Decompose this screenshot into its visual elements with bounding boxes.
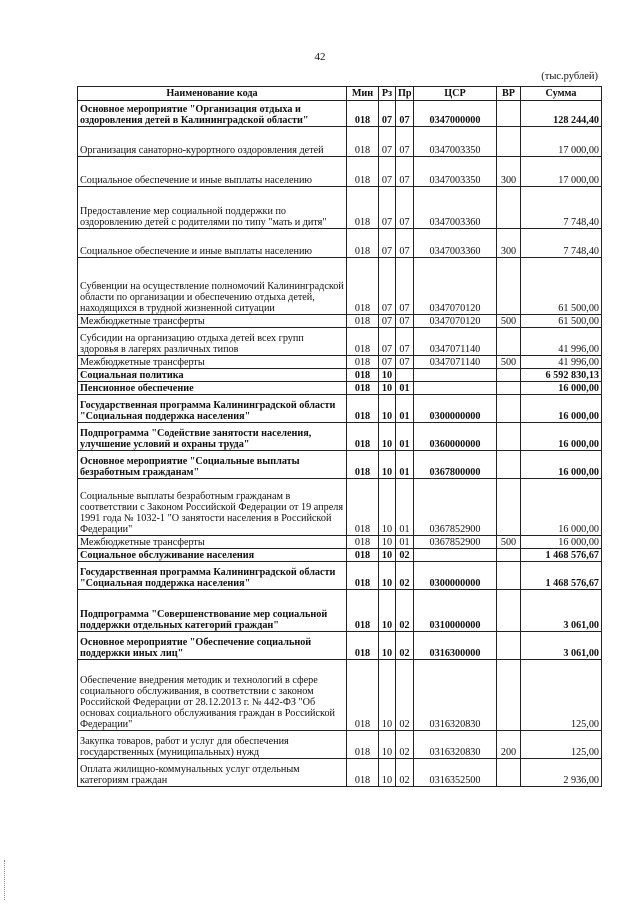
cell-vr <box>497 660 521 731</box>
table-row <box>78 187 602 229</box>
cell-rz: 07 <box>379 328 396 356</box>
cell-sum: 17 000,00 <box>521 157 602 187</box>
cell-name: Государственная программа Калининградской области "Социальная поддержка населения" <box>78 562 347 590</box>
cell-vr <box>497 590 521 632</box>
cell-sum: 41 996,00 <box>521 356 602 369</box>
cell-sum: 2 936,00 <box>521 759 602 787</box>
cell-sum: 16 000,00 <box>521 536 602 549</box>
page-number: 42 <box>314 51 326 63</box>
cell-rz: 10 <box>379 549 396 562</box>
cell-csr: 0347003360 <box>414 187 497 229</box>
cell-name: Подпрограмма "Содействие занятости населения, улучшение условий и охраны труда" <box>78 423 347 451</box>
cell-name: Социальные выплаты безработным гражданам в соответствии с Законом Российской Федерации от 19 апреля 1991 года № 1032-1 "О занятости населения в Российской Федерации" <box>78 479 347 536</box>
cell-name: Субвенции на осуществление полномочий Калининградской области по организации и обеспечению отдыха детей, находящихся в трудной жизненной ситуации <box>78 258 347 315</box>
table-row <box>78 731 602 759</box>
cell-name: Межбюджетные трансферты <box>78 536 347 549</box>
cell-vr <box>497 562 521 590</box>
cell-min: 018 <box>347 369 379 382</box>
cell-pr: 02 <box>396 562 414 590</box>
table-row <box>78 356 602 369</box>
table-row <box>78 328 602 356</box>
cell-pr: 07 <box>396 157 414 187</box>
cell-rz: 07 <box>379 315 396 328</box>
cell-name: Основное мероприятие "Организация отдыха и оздоровления детей в Калининградской области" <box>78 101 347 127</box>
cell-name: Государственная программа Калининградской области "Социальная поддержка населения" <box>78 395 347 423</box>
cell-pr: 01 <box>396 451 414 479</box>
cell-name: Предоставление мер социальной поддержки по оздоровлению детей с родителями по типу "мать и дитя" <box>78 187 347 229</box>
cell-csr: 0360000000 <box>414 423 497 451</box>
units-label: (тыс.рублей) <box>541 71 598 82</box>
cell-csr <box>414 549 497 562</box>
cell-rz: 10 <box>379 632 396 660</box>
cell-sum: 16 000,00 <box>521 382 602 395</box>
cell-csr: 0347071140 <box>414 328 497 356</box>
table-row <box>78 229 602 258</box>
cell-name: Основное мероприятие "Социальные выплаты безработным гражданам" <box>78 451 347 479</box>
cell-min: 018 <box>347 258 379 315</box>
cell-name: Оплата жилищно-коммунальных услуг отдельным категориям граждан <box>78 759 347 787</box>
cell-min: 018 <box>347 157 379 187</box>
cell-pr: 02 <box>396 660 414 731</box>
cell-csr: 0300000000 <box>414 562 497 590</box>
header-sum: Сумма <box>521 87 602 101</box>
cell-sum: 1 468 576,67 <box>521 549 602 562</box>
cell-min: 018 <box>347 759 379 787</box>
cell-rz: 07 <box>379 127 396 157</box>
cell-name: Организация санаторно-курортного оздоровления детей <box>78 127 347 157</box>
cell-rz: 10 <box>379 382 396 395</box>
cell-vr <box>497 382 521 395</box>
header-pr: Пр <box>396 87 414 101</box>
cell-name: Социальное обеспечение и иные выплаты населению <box>78 229 347 258</box>
header-min: Мин <box>347 87 379 101</box>
cell-pr: 02 <box>396 590 414 632</box>
cell-rz: 10 <box>379 562 396 590</box>
header-csr: ЦСР <box>414 87 497 101</box>
budget-table <box>77 86 602 787</box>
cell-csr: 0347071140 <box>414 356 497 369</box>
cell-name: Межбюджетные трансферты <box>78 315 347 328</box>
cell-csr: 0367800000 <box>414 451 497 479</box>
cell-rz: 10 <box>379 731 396 759</box>
cell-min: 018 <box>347 660 379 731</box>
cell-min: 018 <box>347 590 379 632</box>
cell-sum: 41 996,00 <box>521 328 602 356</box>
cell-pr <box>396 369 414 382</box>
cell-rz: 10 <box>379 395 396 423</box>
cell-vr: 300 <box>497 157 521 187</box>
cell-min: 018 <box>347 356 379 369</box>
cell-vr <box>497 395 521 423</box>
header-rz: Рз <box>379 87 396 101</box>
cell-sum: 3 061,00 <box>521 590 602 632</box>
cell-csr: 0310000000 <box>414 590 497 632</box>
cell-name: Межбюджетные трансферты <box>78 356 347 369</box>
cell-pr: 01 <box>396 536 414 549</box>
cell-vr: 500 <box>497 315 521 328</box>
cell-vr <box>497 423 521 451</box>
table-row <box>78 632 602 660</box>
cell-rz: 07 <box>379 356 396 369</box>
cell-csr: 0347003350 <box>414 127 497 157</box>
cell-vr: 500 <box>497 536 521 549</box>
cell-vr <box>497 479 521 536</box>
cell-pr: 02 <box>396 632 414 660</box>
cell-sum: 61 500,00 <box>521 315 602 328</box>
cell-min: 018 <box>347 395 379 423</box>
table-row <box>78 536 602 549</box>
cell-pr: 01 <box>396 423 414 451</box>
cell-name: Подпрограмма "Совершенствование мер социальной поддержки отдельных категорий граждан" <box>78 590 347 632</box>
table-row <box>78 660 602 731</box>
cell-pr: 07 <box>396 127 414 157</box>
table-row <box>78 157 602 187</box>
cell-sum: 1 468 576,67 <box>521 562 602 590</box>
cell-rz: 07 <box>379 157 396 187</box>
cell-pr: 07 <box>396 101 414 127</box>
cell-sum: 7 748,40 <box>521 229 602 258</box>
cell-min: 018 <box>347 536 379 549</box>
cell-sum: 16 000,00 <box>521 479 602 536</box>
table-row <box>78 423 602 451</box>
cell-csr: 0316352500 <box>414 759 497 787</box>
cell-csr <box>414 369 497 382</box>
cell-sum: 16 000,00 <box>521 423 602 451</box>
cell-vr <box>497 369 521 382</box>
cell-sum: 6 592 830,13 <box>521 369 602 382</box>
cell-name: Социальное обслуживание населения <box>78 549 347 562</box>
cell-pr: 01 <box>396 382 414 395</box>
cell-pr: 07 <box>396 315 414 328</box>
cell-rz: 10 <box>379 451 396 479</box>
cell-sum: 125,00 <box>521 660 602 731</box>
cell-rz: 07 <box>379 187 396 229</box>
cell-vr <box>497 549 521 562</box>
cell-min: 018 <box>347 229 379 258</box>
cell-min: 018 <box>347 382 379 395</box>
cell-min: 018 <box>347 101 379 127</box>
cell-rz: 10 <box>379 759 396 787</box>
cell-sum: 17 000,00 <box>521 127 602 157</box>
cell-vr <box>497 258 521 315</box>
cell-csr: 0347000000 <box>414 101 497 127</box>
cell-vr <box>497 127 521 157</box>
cell-csr: 0347070120 <box>414 315 497 328</box>
cell-min: 018 <box>347 549 379 562</box>
cell-vr <box>497 187 521 229</box>
cell-rz: 10 <box>379 660 396 731</box>
cell-rz: 10 <box>379 479 396 536</box>
table-row <box>78 395 602 423</box>
cell-vr <box>497 451 521 479</box>
table-row <box>78 127 602 157</box>
cell-vr: 300 <box>497 229 521 258</box>
cell-csr <box>414 382 497 395</box>
cell-csr: 0347003350 <box>414 157 497 187</box>
cell-vr: 200 <box>497 731 521 759</box>
cell-name: Субсидии на организацию отдыха детей всех групп здоровья в лагерях различных типов <box>78 328 347 356</box>
cell-pr: 07 <box>396 258 414 315</box>
cell-vr <box>497 328 521 356</box>
table-row <box>78 101 602 127</box>
cell-name: Социальное обеспечение и иные выплаты населению <box>78 157 347 187</box>
cell-rz: 07 <box>379 101 396 127</box>
cell-min: 018 <box>347 423 379 451</box>
cell-name: Основное мероприятие "Обеспечение социальной поддержки иных лиц" <box>78 632 347 660</box>
cell-csr: 0367852900 <box>414 536 497 549</box>
table-row <box>78 315 602 328</box>
cell-pr: 02 <box>396 731 414 759</box>
cell-vr <box>497 632 521 660</box>
cell-min: 018 <box>347 328 379 356</box>
cell-vr <box>497 759 521 787</box>
table-row <box>78 369 602 382</box>
cell-sum: 16 000,00 <box>521 395 602 423</box>
table-header-row <box>78 87 602 101</box>
margin-mark <box>4 860 6 900</box>
table-row <box>78 382 602 395</box>
cell-name: Пенсионное обеспечение <box>78 382 347 395</box>
cell-pr: 07 <box>396 356 414 369</box>
cell-sum: 3 061,00 <box>521 632 602 660</box>
cell-rz: 10 <box>379 536 396 549</box>
cell-sum: 16 000,00 <box>521 451 602 479</box>
cell-sum: 128 244,40 <box>521 101 602 127</box>
cell-name: Закупка товаров, работ и услуг для обеспечения государственных (муниципальных) нужд <box>78 731 347 759</box>
header-vr: ВР <box>497 87 521 101</box>
table-row <box>78 258 602 315</box>
table-body <box>78 101 602 787</box>
cell-csr: 0316320830 <box>414 731 497 759</box>
table-row <box>78 549 602 562</box>
header-name: Наименование кода <box>78 87 347 101</box>
cell-pr: 01 <box>396 395 414 423</box>
table-row <box>78 479 602 536</box>
table-row <box>78 590 602 632</box>
table-row <box>78 759 602 787</box>
cell-pr: 02 <box>396 759 414 787</box>
cell-min: 018 <box>347 187 379 229</box>
table-row <box>78 451 602 479</box>
cell-min: 018 <box>347 451 379 479</box>
cell-rz: 10 <box>379 369 396 382</box>
cell-pr: 02 <box>396 549 414 562</box>
cell-sum: 7 748,40 <box>521 187 602 229</box>
cell-pr: 07 <box>396 187 414 229</box>
table-row <box>78 562 602 590</box>
cell-csr: 0367852900 <box>414 479 497 536</box>
cell-min: 018 <box>347 731 379 759</box>
cell-sum: 61 500,00 <box>521 258 602 315</box>
cell-pr: 07 <box>396 328 414 356</box>
cell-csr: 0316300000 <box>414 632 497 660</box>
cell-min: 018 <box>347 562 379 590</box>
cell-vr <box>497 101 521 127</box>
cell-pr: 07 <box>396 229 414 258</box>
cell-rz: 07 <box>379 229 396 258</box>
cell-rz: 10 <box>379 423 396 451</box>
cell-sum: 125,00 <box>521 731 602 759</box>
cell-csr: 0347070120 <box>414 258 497 315</box>
cell-csr: 0347003360 <box>414 229 497 258</box>
cell-min: 018 <box>347 315 379 328</box>
cell-rz: 07 <box>379 258 396 315</box>
cell-min: 018 <box>347 632 379 660</box>
cell-name: Обеспечение внедрения методик и технологий в сфере социального обслуживания, в соответствии с законом Российской Федерации от 28.12.2013 г. № 442-ФЗ "Об основах социального обслуживания граждан в Российской Федерации" <box>78 660 347 731</box>
cell-vr: 500 <box>497 356 521 369</box>
cell-min: 018 <box>347 127 379 157</box>
cell-rz: 10 <box>379 590 396 632</box>
cell-min: 018 <box>347 479 379 536</box>
cell-name: Социальная политика <box>78 369 347 382</box>
cell-csr: 0300000000 <box>414 395 497 423</box>
cell-pr: 01 <box>396 479 414 536</box>
cell-csr: 0316320830 <box>414 660 497 731</box>
